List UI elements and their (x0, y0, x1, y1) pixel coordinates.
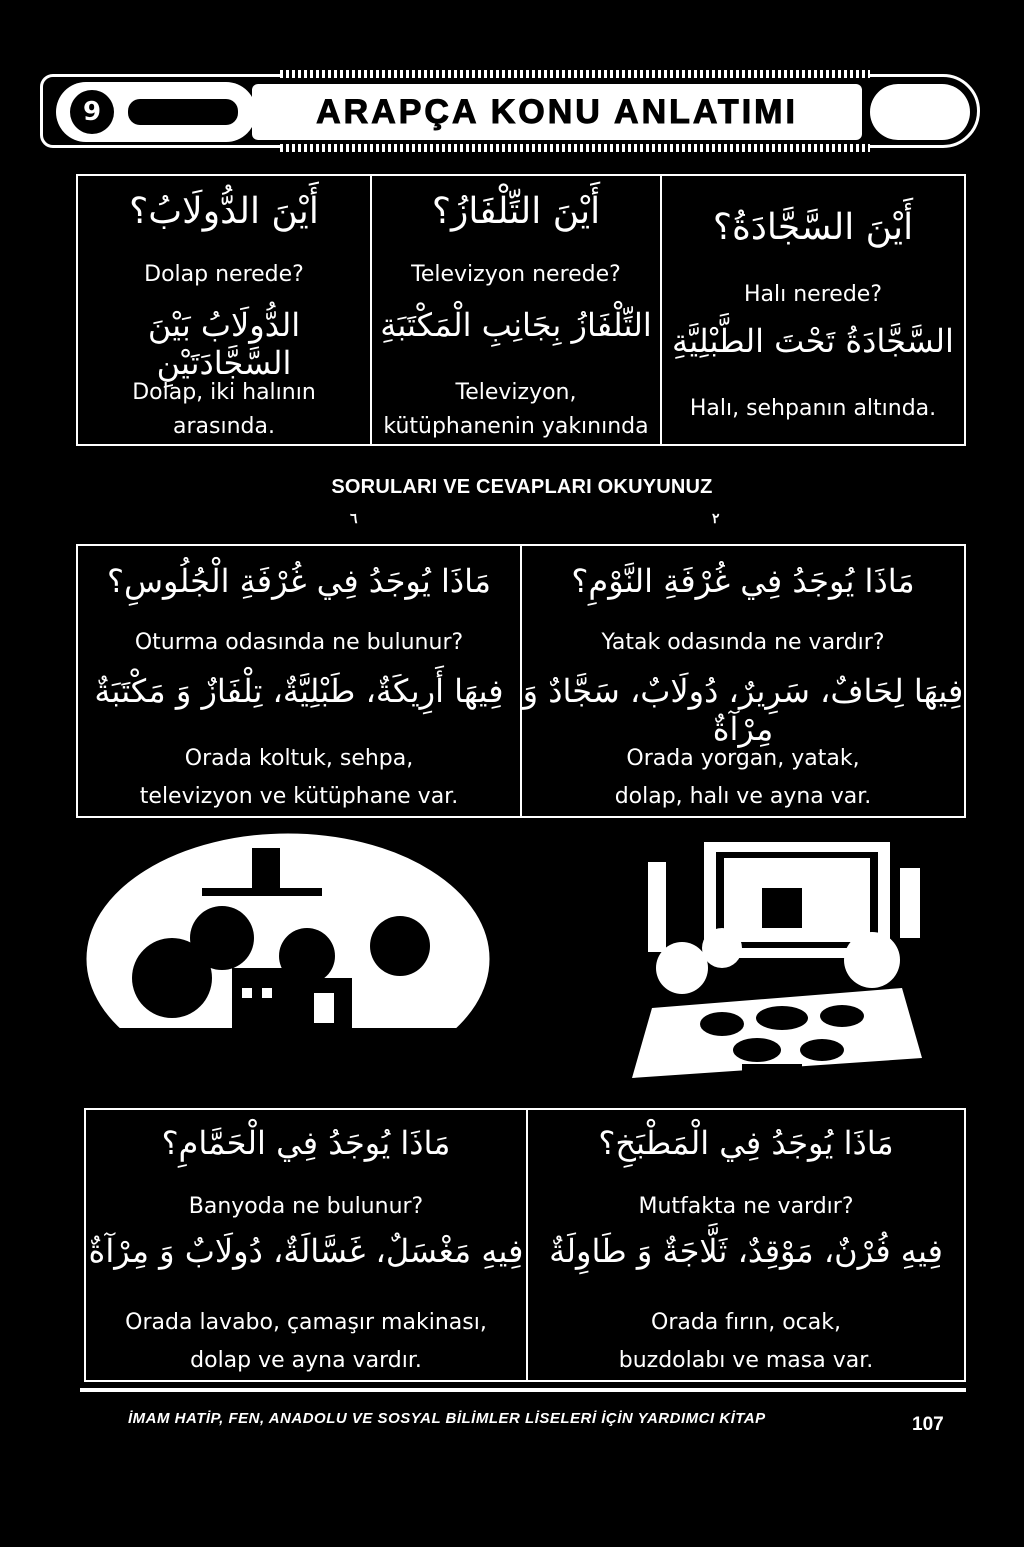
question-turkish: Yatak odasında ne vardır? (601, 630, 885, 655)
banner-stripe-top (280, 70, 870, 78)
dinner-photo (612, 828, 932, 1096)
chapter-badge (56, 82, 256, 142)
cell-hali (660, 176, 964, 444)
living-room-photo (82, 828, 494, 1090)
cell-banyo (86, 1110, 526, 1380)
rooms-table-2 (84, 1108, 966, 1382)
question-arabic: مَاذَا يُوجَدُ فِي غُرْفَةِ النَّوْمِ؟ (571, 562, 915, 600)
cell-dolap (78, 176, 370, 444)
question-turkish: Mutfakta ne vardır? (638, 1194, 854, 1219)
question-arabic: مَاذَا يُوجَدُ فِي الْحَمَّامِ؟ (161, 1124, 451, 1162)
answer-turkish-1: Orada yorgan, yatak, (626, 746, 860, 771)
answer-arabic: فِيهَا لِحَافٌ، سَرِيرٌ، دُولَابٌ، سَجَّادٌ وَ مِرْآةٌ (522, 672, 964, 748)
banner-stripe-bottom (280, 144, 870, 152)
banner-end-cap (870, 84, 970, 140)
question-turkish: Banyoda ne bulunur? (188, 1194, 424, 1219)
question-arabic: مَاذَا يُوجَدُ فِي الْمَطْبَخِ؟ (598, 1124, 894, 1162)
section-mark-right: ٢ (712, 510, 720, 526)
answer-turkish-2: dolap ve ayna vardır. (190, 1348, 422, 1373)
answer-arabic: فِيهَا أَرِيكَةٌ، طَبْلِيَّةٌ، تِلْفَازٌ وَ مَكْتَبَةٌ (94, 672, 504, 710)
section-title: SORULARI VE CEVAPLARI OKUYUNUZ (331, 476, 713, 498)
footer-text: İMAM HATİP, FEN, ANADOLU VE SOSYAL BİLİMLER LİSELERİ İÇİN YARDIMCI KİTAP (128, 1410, 766, 1427)
page-title: ARAPÇA KONU ANLATIMI (316, 92, 798, 131)
answer-turkish-1: Dolap, iki halının (132, 380, 316, 405)
answer-turkish-1: Orada lavabo, çamaşır makinası, (125, 1310, 487, 1335)
question-turkish: Televizyon nerede? (411, 262, 621, 287)
location-table (76, 174, 966, 446)
question-arabic: أَيْنَ الدُّولَابُ؟ (129, 191, 319, 232)
header-banner (40, 66, 980, 158)
answer-arabic: الدُّولَابُ بَيْنَ السَّجَّادَتَيْنِ (147, 306, 301, 382)
answer-arabic: فِيهِ مَغْسَلٌ، غَسَّالَةٌ، دُولَابٌ وَ مِرْآةٌ (88, 1232, 524, 1270)
chapter-number: 9 (70, 90, 114, 134)
answer-arabic: التِّلْفَازُ بِجَانِبِ الْمَكْتَبَةِ (380, 306, 652, 344)
answer-turkish-2: kütüphanenin yakınında (383, 414, 649, 439)
footer-rule (80, 1388, 966, 1392)
page-number: 107 (912, 1414, 944, 1435)
answer-turkish-1: Orada koltuk, sehpa, (184, 746, 414, 771)
question-turkish: Halı nerede? (744, 282, 882, 307)
answer-turkish-1: Orada fırın, ocak, (651, 1310, 841, 1335)
answer-turkish-1: Televizyon, (455, 380, 577, 405)
banner-title-box (252, 84, 862, 140)
section-mark-left: ٦ (350, 510, 358, 526)
cell-mutfak (526, 1110, 964, 1380)
question-arabic: أَيْنَ السَّجَّادَةُ؟ (712, 207, 914, 248)
question-arabic: مَاذَا يُوجَدُ فِي غُرْفَةِ الْجُلُوسِ؟ (106, 562, 491, 600)
answer-turkish-2: buzdolabı ve masa var. (618, 1348, 874, 1373)
question-turkish: Dolap nerede? (144, 262, 304, 287)
answer-turkish-2: televizyon ve kütüphane var. (139, 784, 459, 809)
answer-arabic: فِيهِ فُرْنٌ، مَوْقِدٌ، ثَلَّاجَةٌ وَ طَاوِلَةٌ (549, 1232, 943, 1270)
rooms-table (76, 544, 966, 818)
answer-arabic: السَّجَّادَةُ تَحْتَ الطَّبْلِيَّةِ (672, 322, 954, 360)
answer-turkish-1: Halı, sehpanın altında. (689, 396, 937, 421)
ribbon-icon (128, 99, 238, 125)
answer-turkish-2: arasında. (173, 414, 275, 439)
question-turkish: Oturma odasında ne bulunur? (134, 630, 464, 655)
cell-yatak-odasi (520, 546, 964, 816)
cell-televizyon (370, 176, 660, 444)
cell-oturma-odasi (78, 546, 520, 816)
question-arabic: أَيْنَ التِّلْفَازُ؟ (431, 191, 601, 232)
answer-turkish-2: dolap, halı ve ayna var. (614, 784, 872, 809)
